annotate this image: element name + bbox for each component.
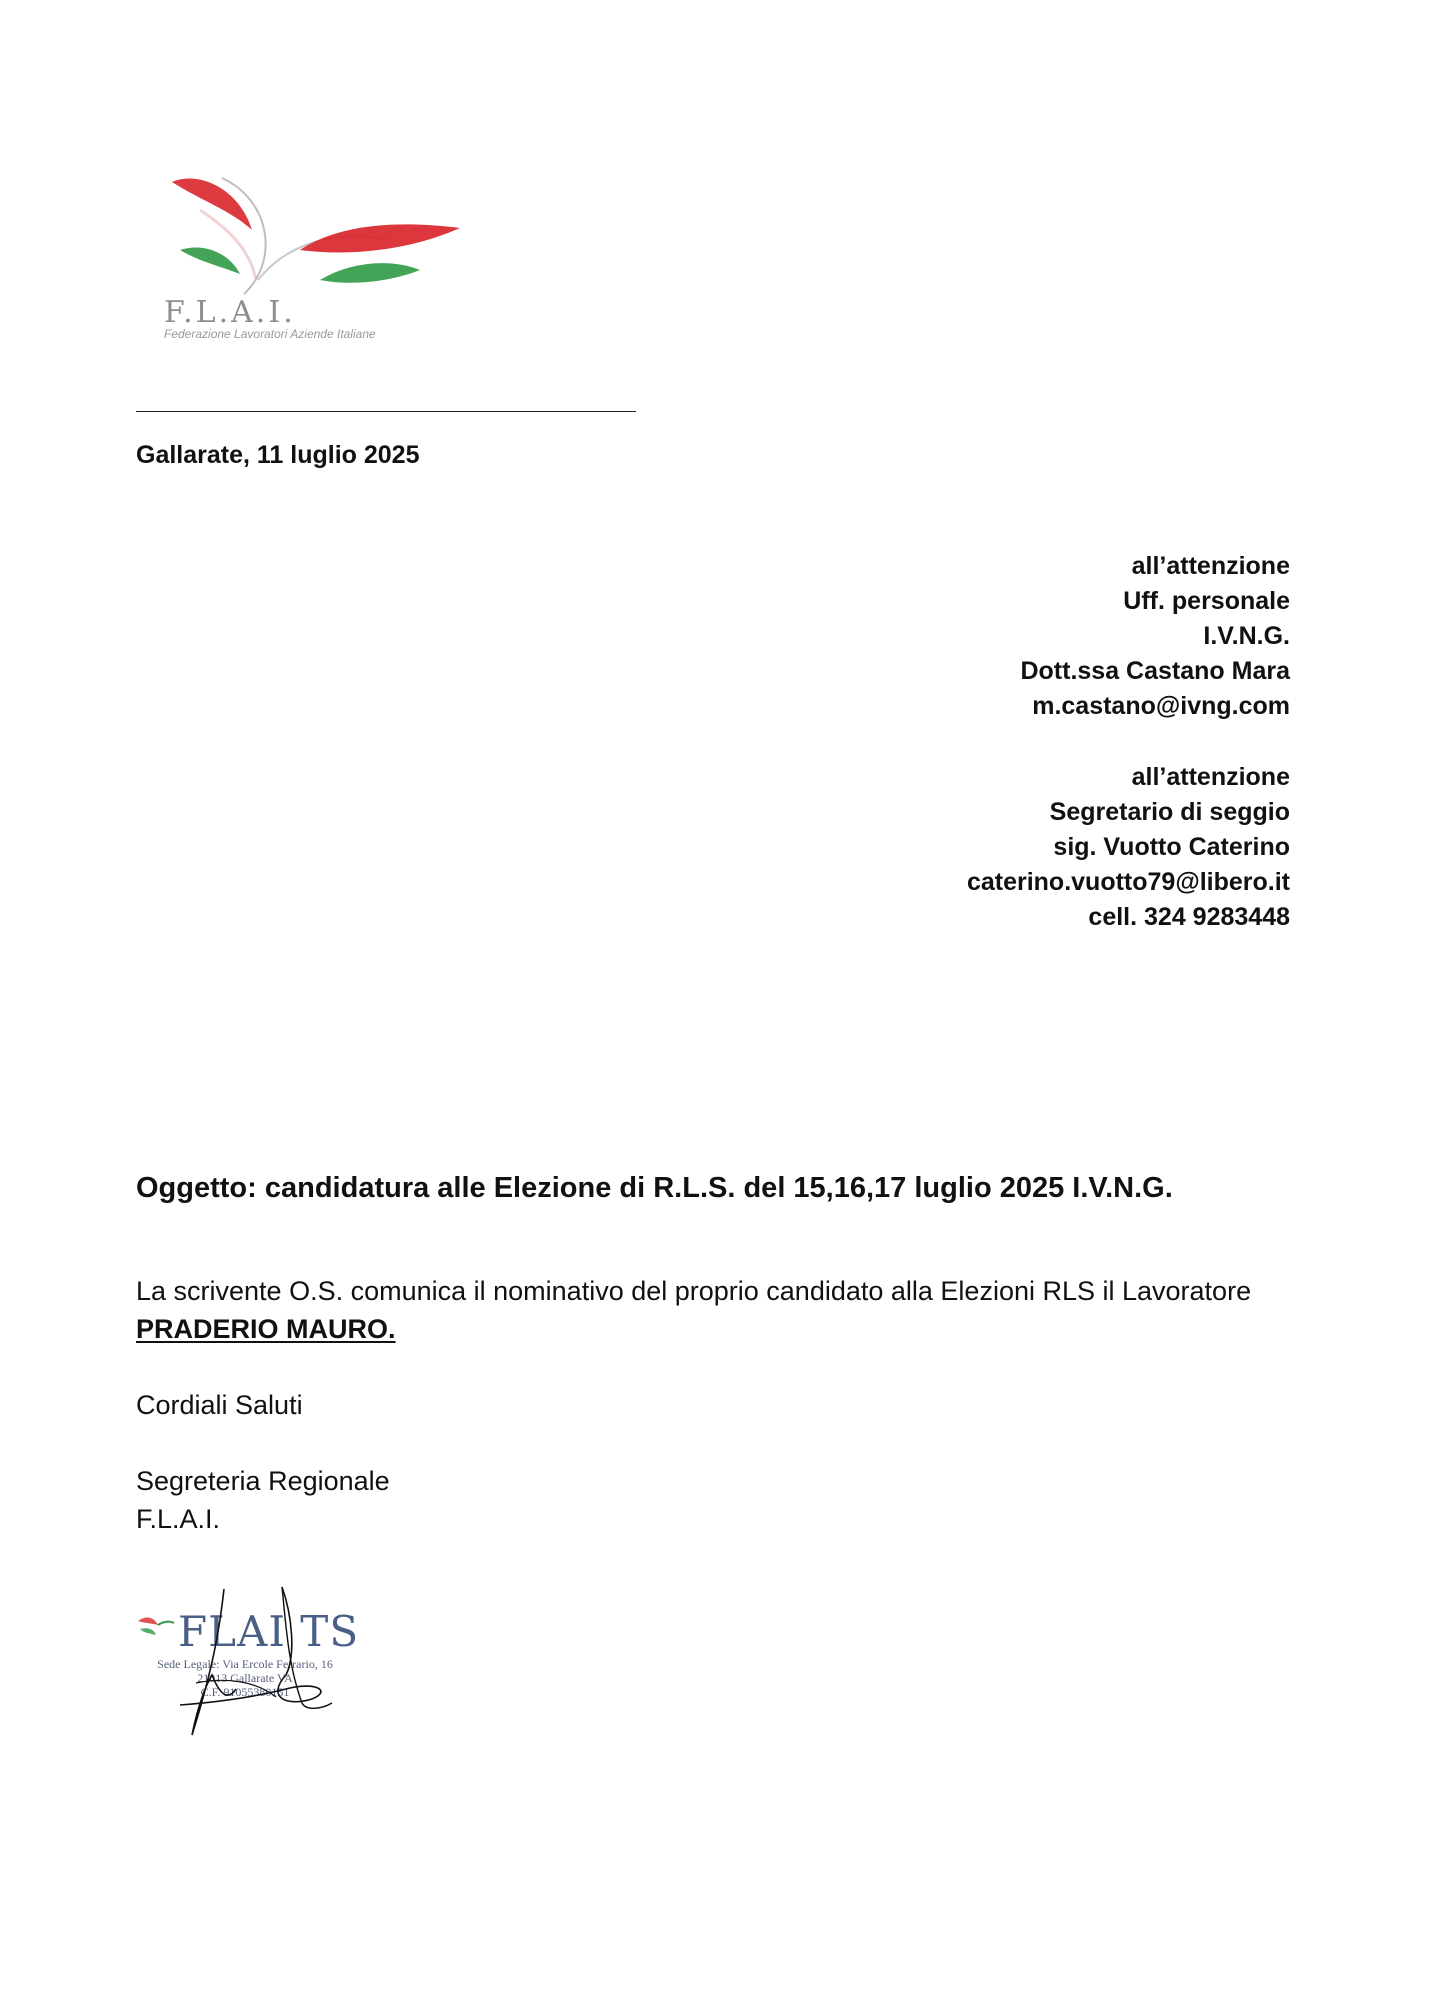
recipient-email: m.castano@ivng.com — [1032, 692, 1290, 720]
logo-letters: F.L.A.I. — [164, 295, 296, 330]
recipient-line: I.V.N.G. — [1203, 622, 1290, 650]
stamp-address-line: C.F. 91055380151 — [200, 1685, 290, 1699]
signature-block — [136, 1462, 390, 1538]
candidate-name: PRADERIO MAURO. — [136, 1314, 396, 1344]
signatory-office: Segreteria Regionale — [136, 1466, 390, 1496]
letter-closing: Cordiali Saluti — [136, 1390, 303, 1420]
recipient-block-personnel — [1020, 549, 1290, 724]
header-divider — [136, 411, 636, 412]
recipient-line: sig. Vuotto Caterino — [1053, 833, 1290, 861]
flai-logo — [160, 170, 480, 350]
stamp-address-line: Sede Legale: Via Ercole Ferrario, 16 — [157, 1657, 333, 1671]
recipient-block-secretary — [967, 760, 1290, 935]
recipient-line: Dott.ssa Castano Mara — [1020, 657, 1290, 685]
signatory-org: F.L.A.I. — [136, 1504, 221, 1534]
butterfly-emblem-icon — [160, 170, 480, 300]
recipient-line: all’attenzione — [1131, 763, 1290, 791]
stamp-title: FLAI TS — [178, 1607, 360, 1656]
recipient-line: Uff. personale — [1123, 587, 1290, 615]
organization-stamp — [136, 1585, 376, 1745]
letter-subject: Oggetto: candidatura alle Elezione di R.L.S. del 15,16,17 luglio 2025 I.V.N.G. — [136, 1172, 1173, 1204]
letter-date: Gallarate, 11 luglio 2025 — [136, 441, 420, 469]
recipient-email: caterino.vuotto79@libero.it — [966, 868, 1290, 896]
recipient-phone: cell. 324 9283448 — [1088, 903, 1290, 931]
recipient-line: Segretario di seggio — [1049, 798, 1290, 826]
recipient-line: all’attenzione — [1131, 552, 1290, 580]
body-paragraph: La scrivente O.S. comunica il nominativo del proprio candidato alla Elezioni RLS il Lavoratore — [136, 1276, 1252, 1306]
letter-body — [136, 1272, 1296, 1348]
handwritten-signature-icon — [136, 1585, 376, 1745]
stamp-address-line: 21013 Gallarate VA — [197, 1671, 293, 1685]
logo-tagline: Federazione Lavoratori Aziende Italiane — [164, 327, 376, 341]
